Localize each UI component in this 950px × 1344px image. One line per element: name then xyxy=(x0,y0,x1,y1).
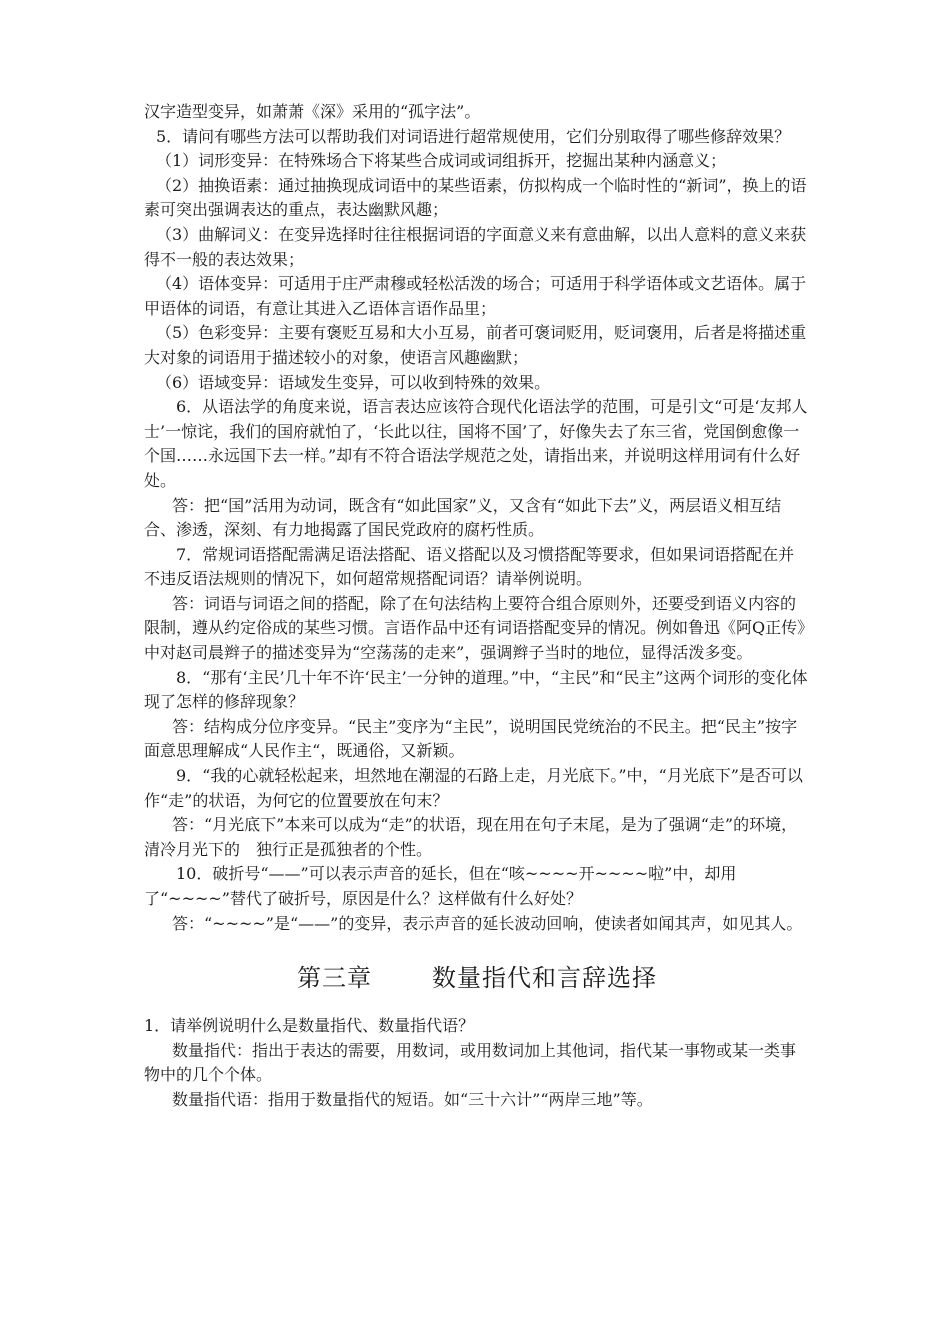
paragraph: （5）色彩变异：主要有褒贬互易和大小互易，前者可褒词贬用，贬词褒用，后者是将描述重大对象的词语用于描述较小的对象，使语言风趣幽默； xyxy=(144,323,807,367)
paragraph: （1）词形变异：在特殊场合下将某些合成词或词组拆开，挖掘出某种内涵意义； xyxy=(156,151,727,171)
chapter-heading xyxy=(144,962,810,994)
paragraph: （6）语域变异：语域发生变异，可以收到特殊的效果。 xyxy=(156,372,551,392)
paragraph: 1．请举例说明什么是数量指代、数量指代语？ xyxy=(144,1016,475,1036)
paragraph: （2）抽换语素：通过抽换现成词语中的某些语素，仿拟构成一个临时性的“新词”，换上的语素可突出强调表达的重点，表达幽默风趣； xyxy=(144,175,807,220)
paragraph: （3）曲解词义：在变异选择时往往根据词语的字面意义来有意曲解，以出人意料的意义来获得不一般的表达效果； xyxy=(144,224,807,269)
chapter-title: 数量指代和言辞选择 xyxy=(432,964,657,993)
paragraph: 8．“那有‘主民’几十年不许‘民主’一分钟的道理。”中，“主民”和“民主”这两个词形的变化体现了怎样的修辞现象？ xyxy=(144,667,808,712)
document-page xyxy=(144,100,810,1113)
paragraph: 答：结构成分位序变异。“民主”变序为“主民”，说明国民党统治的不民主。把“民主”按字面意思理解成“人民作主“，既通俗，又新颖。 xyxy=(144,716,798,761)
paragraph: 汉字造型变异，如萧萧《深》采用的“孤字法”。 xyxy=(144,102,481,121)
paragraph: 数量指代：指出于表达的需要，用数词，或用数词加上其他词，指代某一事物或某一类事物中的几个个体。 xyxy=(144,1040,797,1085)
chapter-three-section xyxy=(144,1014,810,1112)
paragraph: 答：“月光底下”本来可以成为“走”的状语，现在用在句子末尾，是为了强调“走”的环境，清冷月光下的 独行正是孤独者的个性。 xyxy=(144,815,798,859)
paragraph: 数量指代语：指用于数量指代的短语。如“三十六计”“两岸三地”等。 xyxy=(172,1089,653,1109)
paragraph: 答：把“国”活用为动词，既含有“如此国家”义，又含有“如此下去”义，两层语义相互结合、渗透，深刻、有力地揭露了国民党政府的腐朽性质。 xyxy=(144,495,782,540)
paragraph: 9．“我的心就轻松起来，坦然地在潮湿的石路上走，月光底下。”中，“月光底下”是否可以作“走”的状语，为何它的位置要放在句末？ xyxy=(144,766,803,810)
paragraph: 10．破折号“——”可以表示声音的延长，但在“咳~~~~开~~~~啦”中，却用了“~~~~”替代了破折号，原因是什么？这样做有什么好处？ xyxy=(144,864,737,908)
chapter-number: 第三章 xyxy=(297,964,372,993)
answers-section xyxy=(144,100,810,936)
paragraph: 6．从语法学的角度来说，语言表达应该符合现代化语法学的范围，可是引文“可是‘友邦人士’一惊诧，我们的国府就怕了，‘长此以往，国将不国’了，好像失去了东三省，党国倒愈像一个国……永远国下去一样。”却有不符合语法学规范之处，请指出来，并说明这样用词有什么好处。 xyxy=(144,397,808,490)
paragraph: 答：“~~~~”是“——”的变异，表示声音的延长波动回响，使读者如闻其声，如见其人。 xyxy=(172,913,803,933)
paragraph: 5．请问有哪些方法可以帮助我们对词语进行超常规使用，它们分别取得了哪些修辞效果？ xyxy=(156,126,791,146)
paragraph: （4）语体变异：可适用于庄严肃穆或轻松活泼的场合；可适用于科学语体或文艺语体。属于甲语体的词语，有意让其进入乙语体言语作品里； xyxy=(144,274,807,318)
paragraph: 7．常规词语搭配需满足语法搭配、语义搭配以及习惯搭配等要求，但如果词语搭配在并不违反语法规则的情况下，如何超常规搭配词语？请举例说明。 xyxy=(144,544,795,589)
paragraph: 答：词语与词语之间的搭配，除了在句法结构上要符合组合原则外，还要受到语义内容的限制，遵从约定俗成的某些习惯。言语作品中还有词语搭配变异的情况。例如鲁迅《阿Q正传》中对赵司晨辫子的描述变异为“空荡荡的走来”，强调辫子当时的地位，显得活泼多变。 xyxy=(144,593,806,663)
